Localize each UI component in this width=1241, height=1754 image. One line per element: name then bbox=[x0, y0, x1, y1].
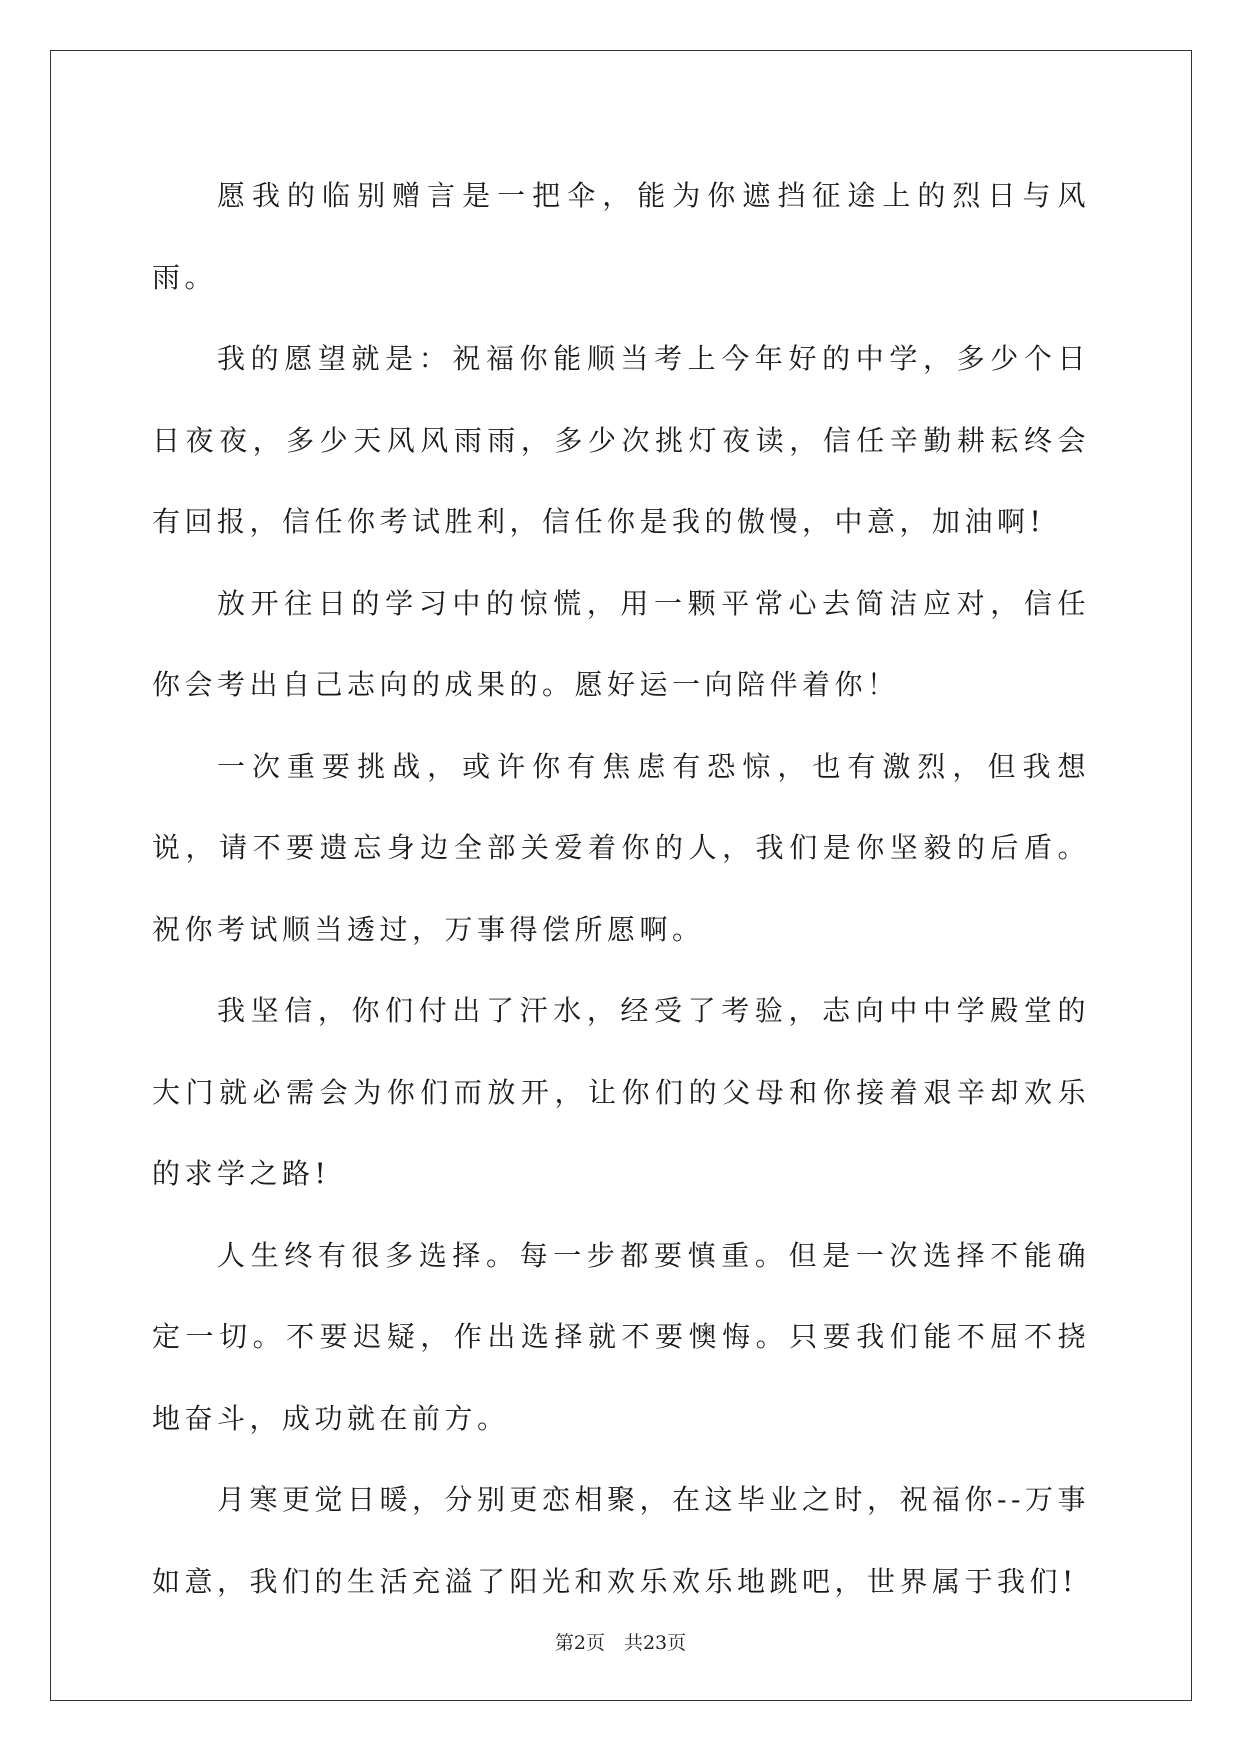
paragraph-6: 人生终有很多选择。每一步都要慎重。但是一次选择不能确定一切。不要迟疑，作出选择就不要懊悔。只要我们能不屈不挠地奋斗，成功就在前方。 bbox=[152, 1238, 1090, 1435]
paragraph-3: 放开往日的学习中的惊慌，用一颗平常心去简洁应对，信任你会考出自己志向的成果的。愿好运一向陪伴着你！ bbox=[152, 586, 1090, 701]
paragraph-5: 我坚信，你们付出了汗水，经受了考验，志向中中学殿堂的大门就必需会为你们而放开，让你们的父母和你接着艰辛却欢乐的求学之路! bbox=[152, 994, 1090, 1190]
paragraph-1: 愿我的临别赠言是一把伞，能为你遮挡征途上的烈日与风雨。 bbox=[152, 179, 1090, 294]
page-number: 第2页 共23页 bbox=[554, 1632, 687, 1654]
paragraph-2: 我的愿望就是：祝福你能顺当考上今年好的中学，多少个日日夜夜，多少天风风雨雨，多少次挑灯夜读，信任辛勤耕耘终会有回报，信任你考试胜利，信任你是我的傲慢，中意，加油啊! bbox=[152, 342, 1090, 538]
paragraph-7: 月寒更觉日暖，分别更恋相聚，在这毕业之时，祝福你--万事如意，我们的生活充溢了阳光和欢乐欢乐地跳吧，世界属于我们! bbox=[152, 1483, 1090, 1598]
document-body bbox=[152, 155, 1090, 1622]
paragraph-4: 一次重要挑战，或许你有焦虑有恐惊，也有激烈，但我想说，请不要遗忘身边全部关爱着你的人，我们是你坚毅的后盾。祝你考试顺当透过，万事得偿所愿啊。 bbox=[152, 749, 1090, 946]
